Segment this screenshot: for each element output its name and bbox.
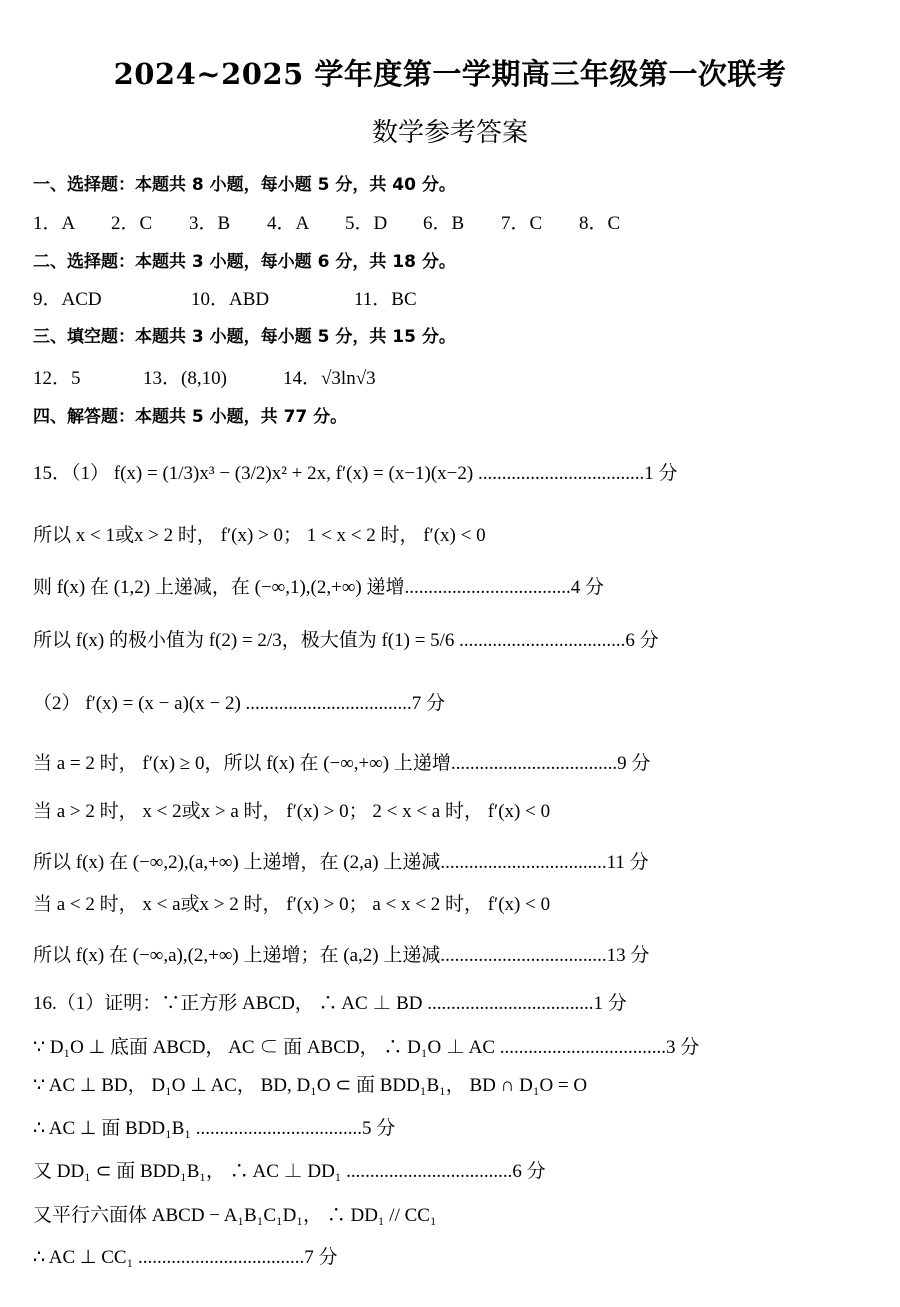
solution-line: 当 a = 2 时， f′(x) ≥ 0，所以 f(x) 在 (−∞,+∞) 上递增...................................9 分 bbox=[33, 753, 651, 774]
solution-line: 则 f(x) 在 (1,2) 上递减，在 (−∞,1),(2,+∞) 递增...................................4 分 bbox=[33, 577, 604, 598]
section-heading-multi: 二、选择题：本题共 3 小题，每小题 6 分，共 18 分。 bbox=[33, 252, 456, 272]
page-title: 2024~2025 学年度第一学期高三年级第一次联考 bbox=[113, 57, 787, 91]
answer-item: 5．D bbox=[345, 213, 388, 234]
solution-line: 所以 f(x) 在 (−∞,a),(2,+∞) 上递增；在 (a,2) 上递减...................................13 分 bbox=[33, 945, 650, 966]
answer-item: 2．C bbox=[111, 213, 153, 234]
answer-item: 8．C bbox=[579, 213, 621, 234]
answers-row-2 bbox=[33, 284, 417, 311]
solution-line: 所以 x < 1或x > 2 时， f′(x) > 0； 1 < x < 2 时， f′(x) < 0 bbox=[33, 525, 486, 546]
section-heading-solve: 四、解答题：本题共 5 小题，共 77 分。 bbox=[33, 407, 348, 427]
answer-item: 13．(8,10) bbox=[143, 368, 227, 389]
answer-item: 1．A bbox=[33, 213, 76, 234]
answer-item: 10．ABD bbox=[191, 289, 270, 310]
solution-line: ∴ AC ⊥ 面 BDD₁B₁ ...................................5 分 bbox=[33, 1118, 396, 1139]
answer-item: 11．BC bbox=[354, 289, 417, 310]
answer-item: 9．ACD bbox=[33, 289, 102, 310]
solution-line: 当 a > 2 时， x < 2或x > a 时， f′(x) > 0； 2 < x < a 时， f′(x) < 0 bbox=[33, 801, 551, 822]
solution-line: 又 DD₁ ⊂ 面 BDD₁B₁， ∴ AC ⊥ DD₁ ...................................6 分 bbox=[33, 1161, 546, 1182]
section-heading-fill: 三、填空题：本题共 3 小题，每小题 5 分，共 15 分。 bbox=[33, 327, 456, 347]
solution-line: ∴ AC ⊥ CC₁ ...................................7 分 bbox=[33, 1247, 338, 1268]
solution-line: 所以 f(x) 的极小值为 f(2) = 2/3，极大值为 f(1) = 5/6 ...................................6 分 bbox=[33, 630, 659, 651]
solution-line: 15．（1） f(x) = (1/3)x³ − (3/2)x² + 2x, f′(x) = (x−1)(x−2) ...................................1 分 bbox=[33, 463, 678, 484]
solution-line: 16.（1）证明：∵正方形 ABCD， ∴ AC ⊥ BD ...................................1 分 bbox=[33, 993, 627, 1014]
solution-line: ∵ D₁O ⊥ 底面 ABCD， AC ⊂ 面 ABCD， ∴ D₁O ⊥ AC ...................................3 分 bbox=[33, 1037, 700, 1058]
answers-row-1 bbox=[33, 208, 620, 235]
answer-item: 6．B bbox=[423, 213, 465, 234]
answer-item: 7．C bbox=[501, 213, 543, 234]
solution-line: 所以 f(x) 在 (−∞,2),(a,+∞) 上递增，在 (2,a) 上递减...................................11 分 bbox=[33, 852, 649, 873]
answer-item: 3．B bbox=[189, 213, 231, 234]
solution-line: 当 a < 2 时， x < a或x > 2 时， f′(x) > 0； a < x < 2 时， f′(x) < 0 bbox=[33, 894, 551, 915]
answer-item: 4．A bbox=[267, 213, 310, 234]
solution-line: ∵ AC ⊥ BD， D₁O ⊥ AC， BD, D₁O ⊂ 面 BDD₁B₁， BD ∩ D₁O = O bbox=[33, 1075, 588, 1096]
solution-line: 又平行六面体 ABCD − A₁B₁C₁D₁， ∴ DD₁ // CC₁ bbox=[33, 1205, 437, 1226]
solution-line: （2） f′(x) = (x − a)(x − 2) ...................................7 分 bbox=[33, 693, 446, 714]
answer-item: 14．√3ln√3 bbox=[283, 368, 376, 389]
answer-item: 12．5 bbox=[33, 368, 81, 389]
answers-row-3 bbox=[33, 363, 376, 390]
page-subtitle: 数学参考答案 bbox=[371, 118, 528, 148]
section-heading-choice: 一、选择题：本题共 8 小题，每小题 5 分，共 40 分。 bbox=[33, 175, 456, 195]
